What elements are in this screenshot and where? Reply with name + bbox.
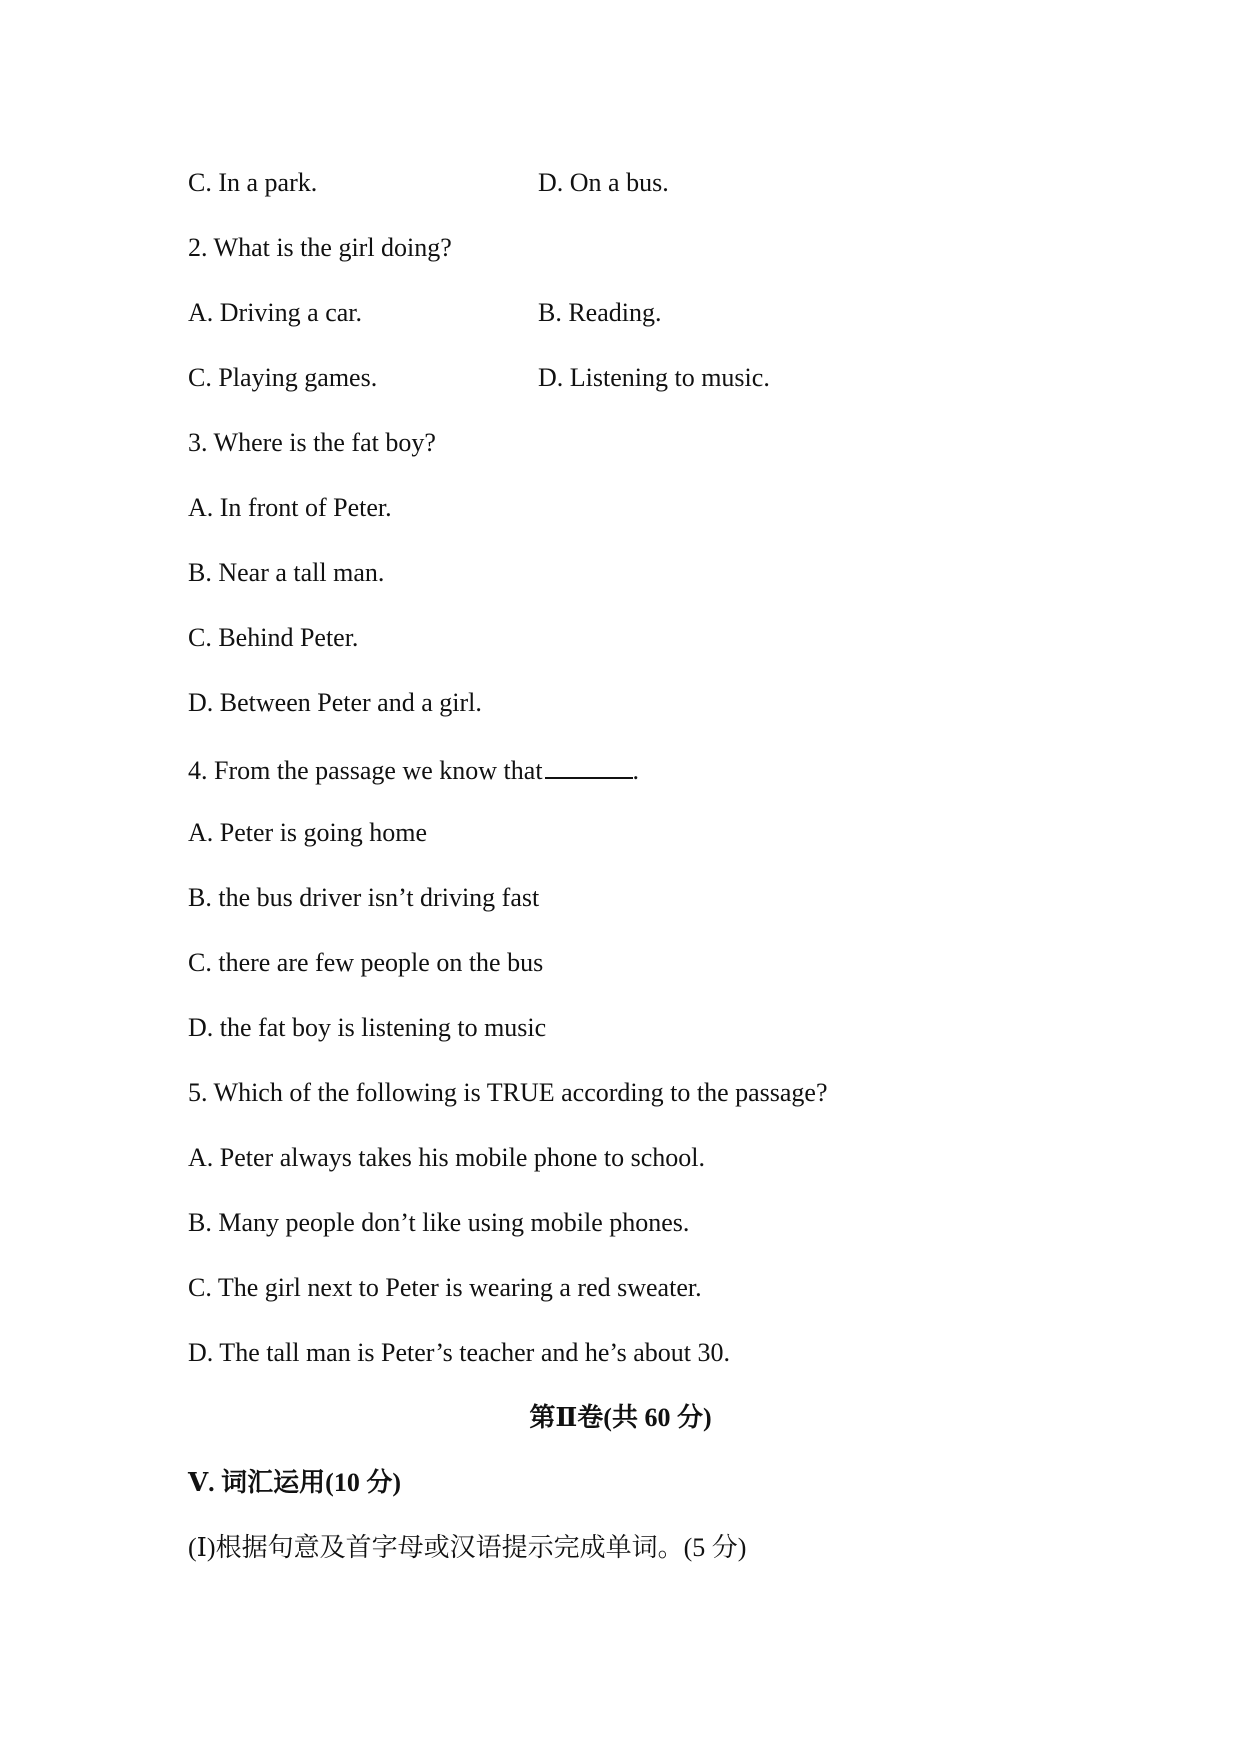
q3-option-a: A. In front of Peter. (188, 493, 392, 522)
q5-option-b: B. Many people don’t like using mobile phones. (188, 1208, 690, 1237)
q2-option-c: C. Playing games. (188, 363, 378, 392)
q4-question: 4. From the passage we know that (188, 756, 543, 785)
q2-option-a: A. Driving a car. (188, 298, 363, 327)
q3-option-b: B. Near a tall man. (188, 558, 385, 587)
section5-title: Ⅴ. 词汇运用(10 分) (188, 1468, 401, 1497)
q1-option-c: C. In a park. (188, 168, 318, 197)
part2-title-row (0, 1403, 1241, 1433)
q4-option-a: A. Peter is going home (188, 818, 428, 847)
q4-option-d: D. the fat boy is listening to music (188, 1013, 547, 1042)
q5-option-c: C. The girl next to Peter is wearing a red sweater. (188, 1273, 702, 1302)
q1-option-d: D. On a bus. (538, 168, 669, 197)
q2-option-d: D. Listening to music. (538, 363, 770, 392)
q3-option-d: D. Between Peter and a girl. (188, 688, 482, 717)
q4-question-line (188, 753, 639, 786)
subsection1-title: (Ⅰ)根据句意及首字母或汉语提示完成单词。(5 分) (188, 1533, 747, 1562)
q5-option-d: D. The tall man is Peter’s teacher and he’s about 30. (188, 1338, 731, 1367)
q2-question: 2. What is the girl doing? (188, 233, 452, 262)
q3-option-c: C. Behind Peter. (188, 623, 359, 652)
q3-question: 3. Where is the fat boy? (188, 428, 436, 457)
q4-option-b: B. the bus driver isn’t driving fast (188, 883, 540, 912)
q4-question-end: . (632, 756, 640, 785)
answer-blank (545, 753, 633, 779)
q5-option-a: A. Peter always takes his mobile phone to school. (188, 1143, 706, 1172)
q5-question: 5. Which of the following is TRUE according to the passage? (188, 1078, 828, 1107)
q2-option-b: B. Reading. (538, 298, 662, 327)
part2-title: 第Ⅱ卷(共 60 分) (529, 1403, 712, 1432)
q4-option-c: C. there are few people on the bus (188, 948, 544, 977)
